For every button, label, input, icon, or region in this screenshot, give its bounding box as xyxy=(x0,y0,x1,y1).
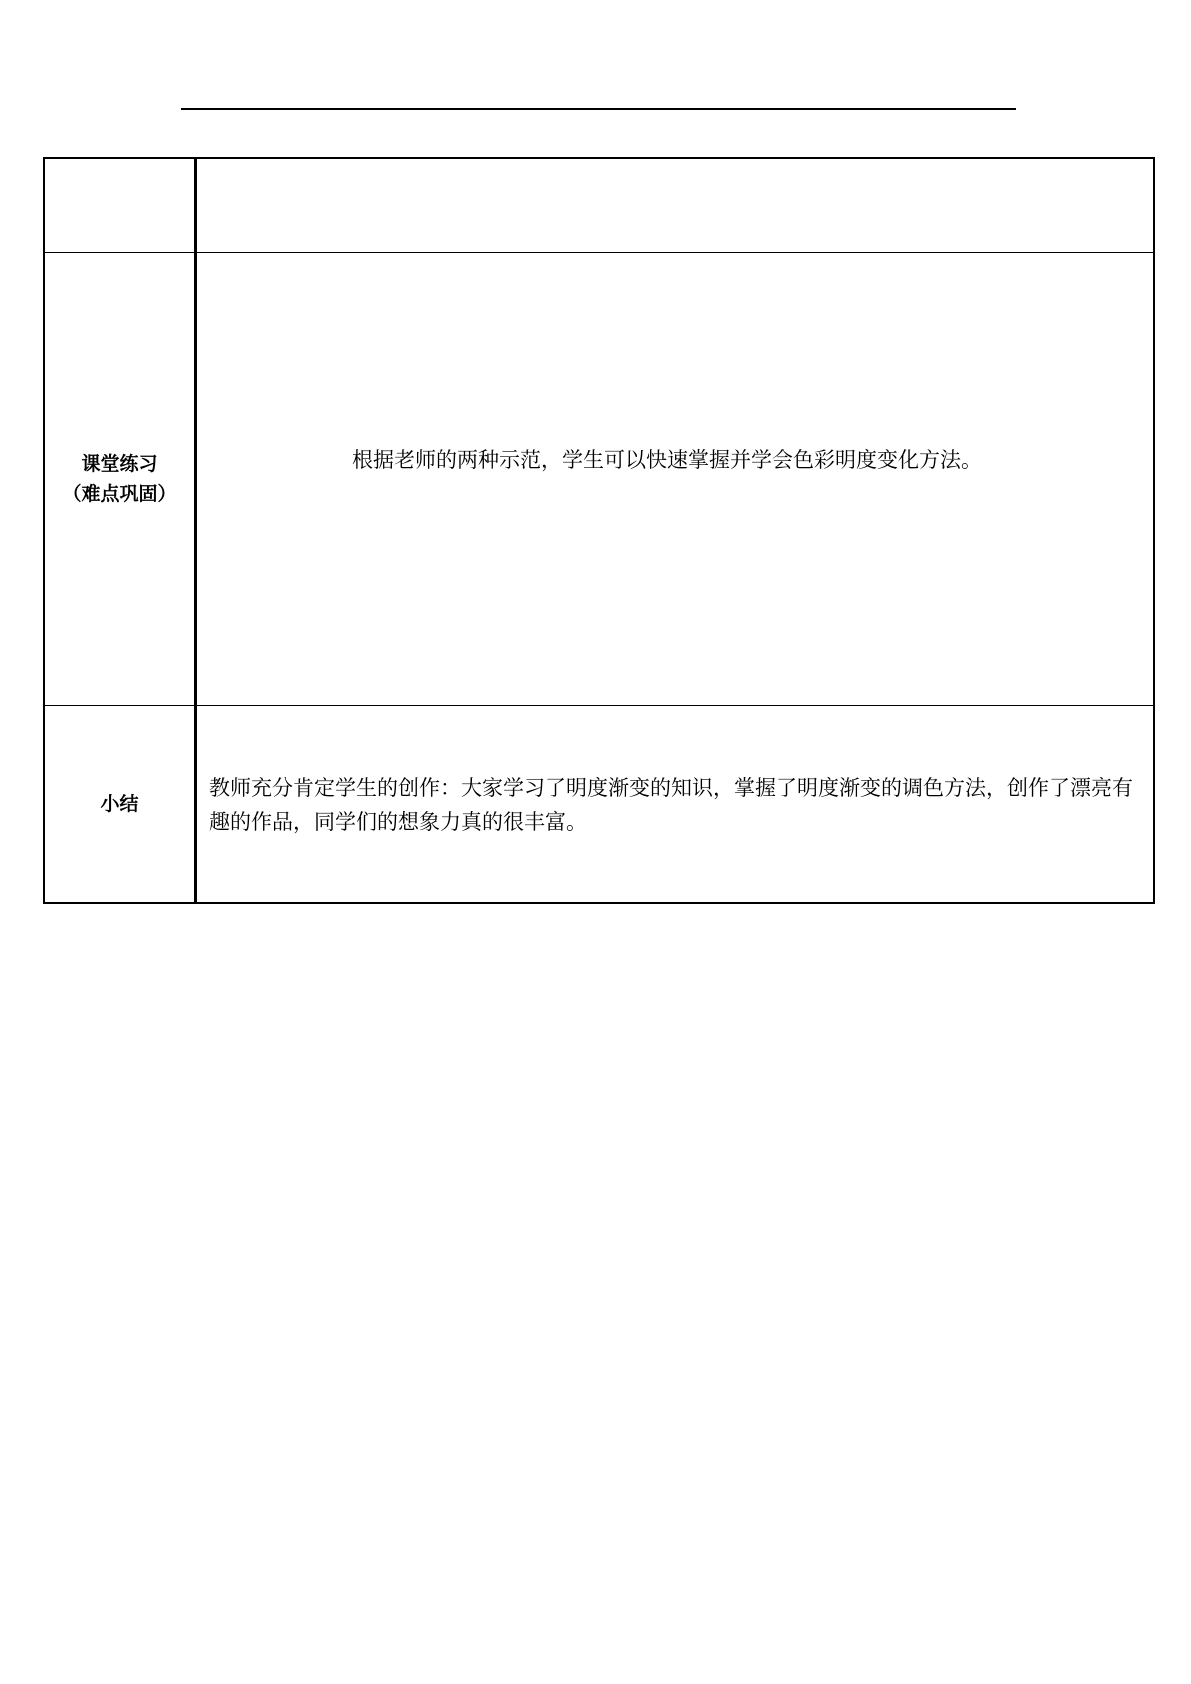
practice-label-cell xyxy=(44,253,196,706)
practice-content: 根据老师的两种示范，学生可以快速掌握并学会色彩明度变化方法。 xyxy=(352,448,982,472)
practice-content-cell xyxy=(196,253,1155,706)
lesson-plan-table xyxy=(43,157,1155,904)
practice-label-title: 课堂练习 xyxy=(81,453,158,475)
table-row-practice xyxy=(44,253,1154,706)
summary-content: 教师充分肯定学生的创作：大家学习了明度渐变的知识，掌握了明度渐变的调色方法，创作了漂亮有趣的作品，同学们的想象力真的很丰富。 xyxy=(209,776,1133,834)
table-row xyxy=(44,158,1154,253)
row-content-cell xyxy=(196,158,1155,253)
row-label-cell xyxy=(44,158,196,253)
table-row-summary xyxy=(44,706,1154,904)
summary-content-cell xyxy=(196,706,1155,904)
summary-label: 小结 xyxy=(100,793,139,815)
practice-label-subtitle: （难点巩固） xyxy=(62,483,177,505)
summary-label-cell xyxy=(44,706,196,904)
header-rule xyxy=(181,108,1016,110)
